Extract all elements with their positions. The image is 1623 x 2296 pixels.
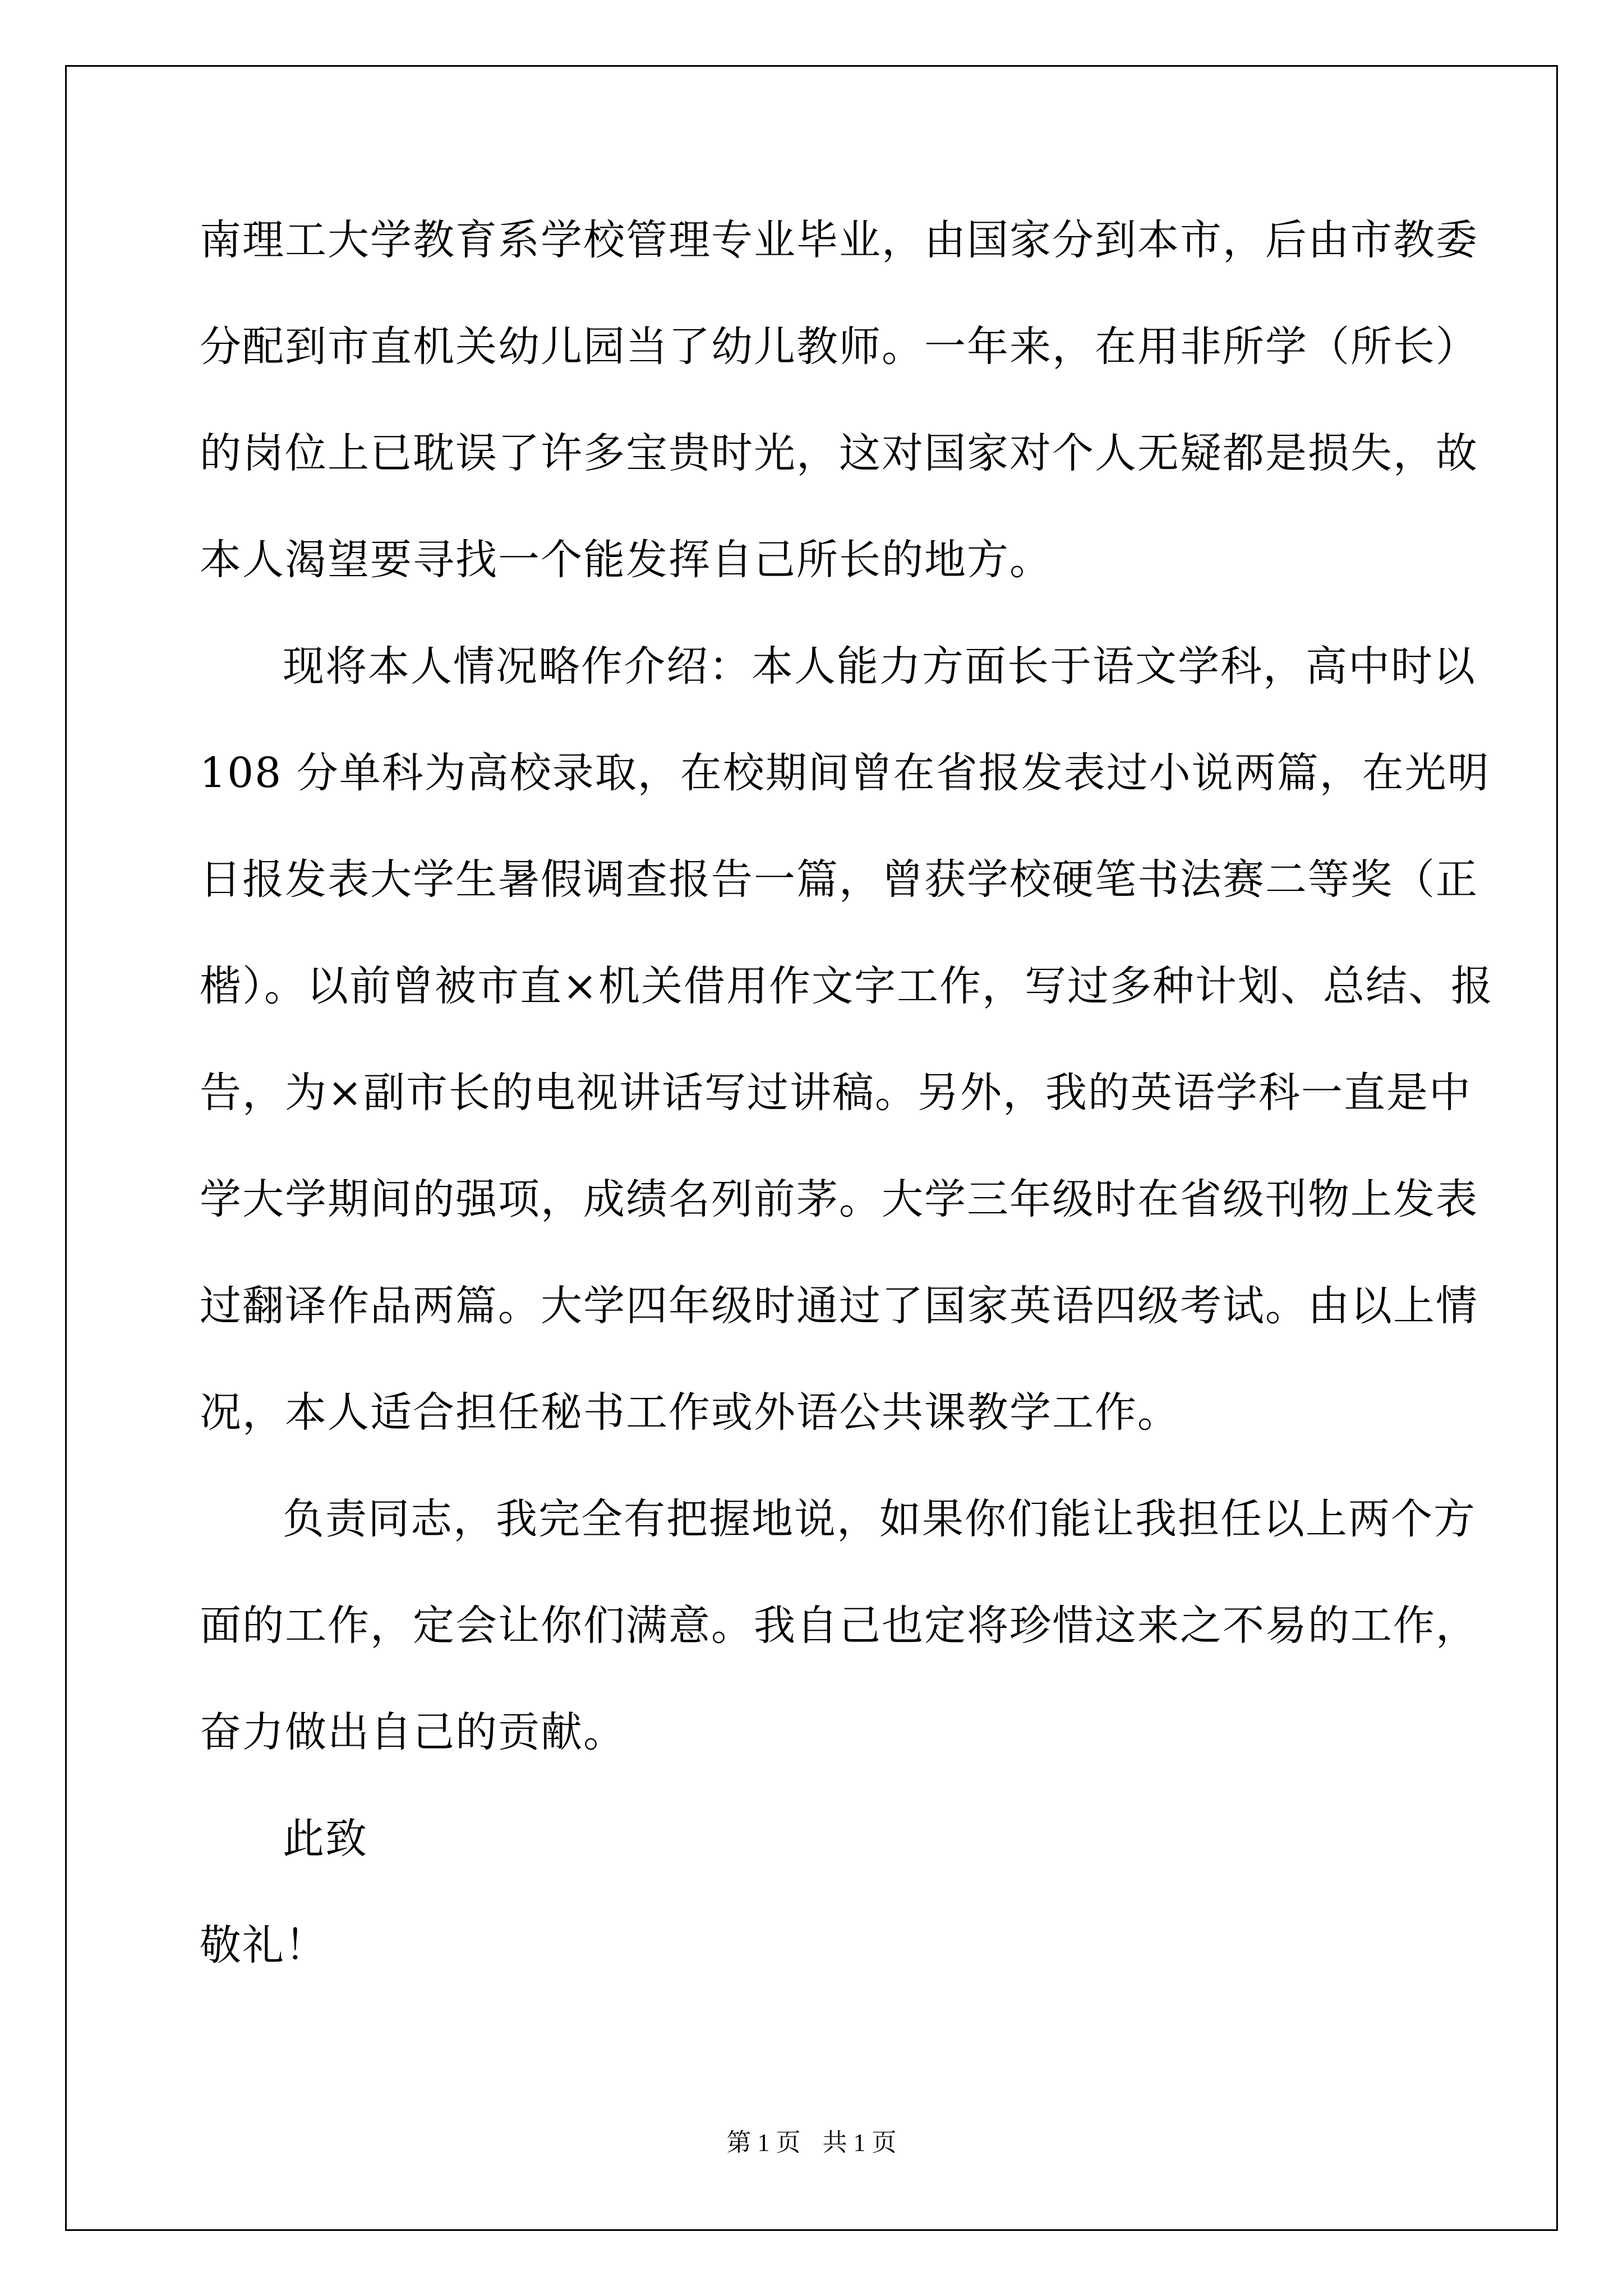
page-border: [65, 65, 1558, 2231]
text-line: 楷）。以前曾被市直×机关借用作文字工作，写过多种计划、总结、报: [200, 962, 1494, 1010]
text-line: 日报发表大学生暑假调查报告一篇，曾获学校硬笔书法赛二等奖（正: [200, 855, 1478, 904]
paragraph-start-line: 负责同志，我完全有把握地说，如果你们能让我担任以上两个方: [283, 1495, 1476, 1543]
page-number: 第 1 页: [726, 2129, 801, 2156]
text-line: 过翻译作品两篇。大学四年级时通过了国家英语四级考试。由以上情: [200, 1282, 1478, 1330]
text-line: 本人渴望要寻找一个能发挥自己所长的地方。: [200, 536, 1052, 584]
salutation-line: 此致: [283, 1815, 368, 1863]
text-line: 的岗位上已耽误了许多宝贵时光，这对国家对个人无疑都是损失，故: [200, 429, 1478, 477]
page-total: 共 1 页: [822, 2129, 897, 2156]
text-line: 奋力做出自己的贡献。: [200, 1708, 626, 1756]
text-line: 告，为×副市长的电视讲话写过讲稿。另外，我的英语学科一直是中: [200, 1069, 1472, 1117]
paragraph-start-line: 现将本人情况略作介绍：本人能力方面长于语文学科，高中时以: [283, 642, 1476, 691]
text-line: 分配到市直机关幼儿园当了幼儿教师。一年来，在用非所学（所长）: [200, 323, 1478, 371]
text-line: 况，本人适合担任秘书工作或外语公共课教学工作。: [200, 1388, 1180, 1437]
text-line: 面的工作，定会让你们满意。我自己也定将珍惜这来之不易的工作，: [200, 1602, 1478, 1650]
text-line: 108 分单科为高校录取，在校期间曾在省报发表过小说两篇，在光明: [200, 749, 1490, 797]
closing-line: 敬礼！: [200, 1921, 328, 1970]
page-footer: [0, 2126, 1623, 2160]
text-line: 南理工大学教育系学校管理专业毕业，由国家分到本市，后由市教委: [200, 216, 1478, 264]
text-line: 学大学期间的强项，成绩名列前茅。大学三年级时在省级刊物上发表: [200, 1175, 1478, 1223]
